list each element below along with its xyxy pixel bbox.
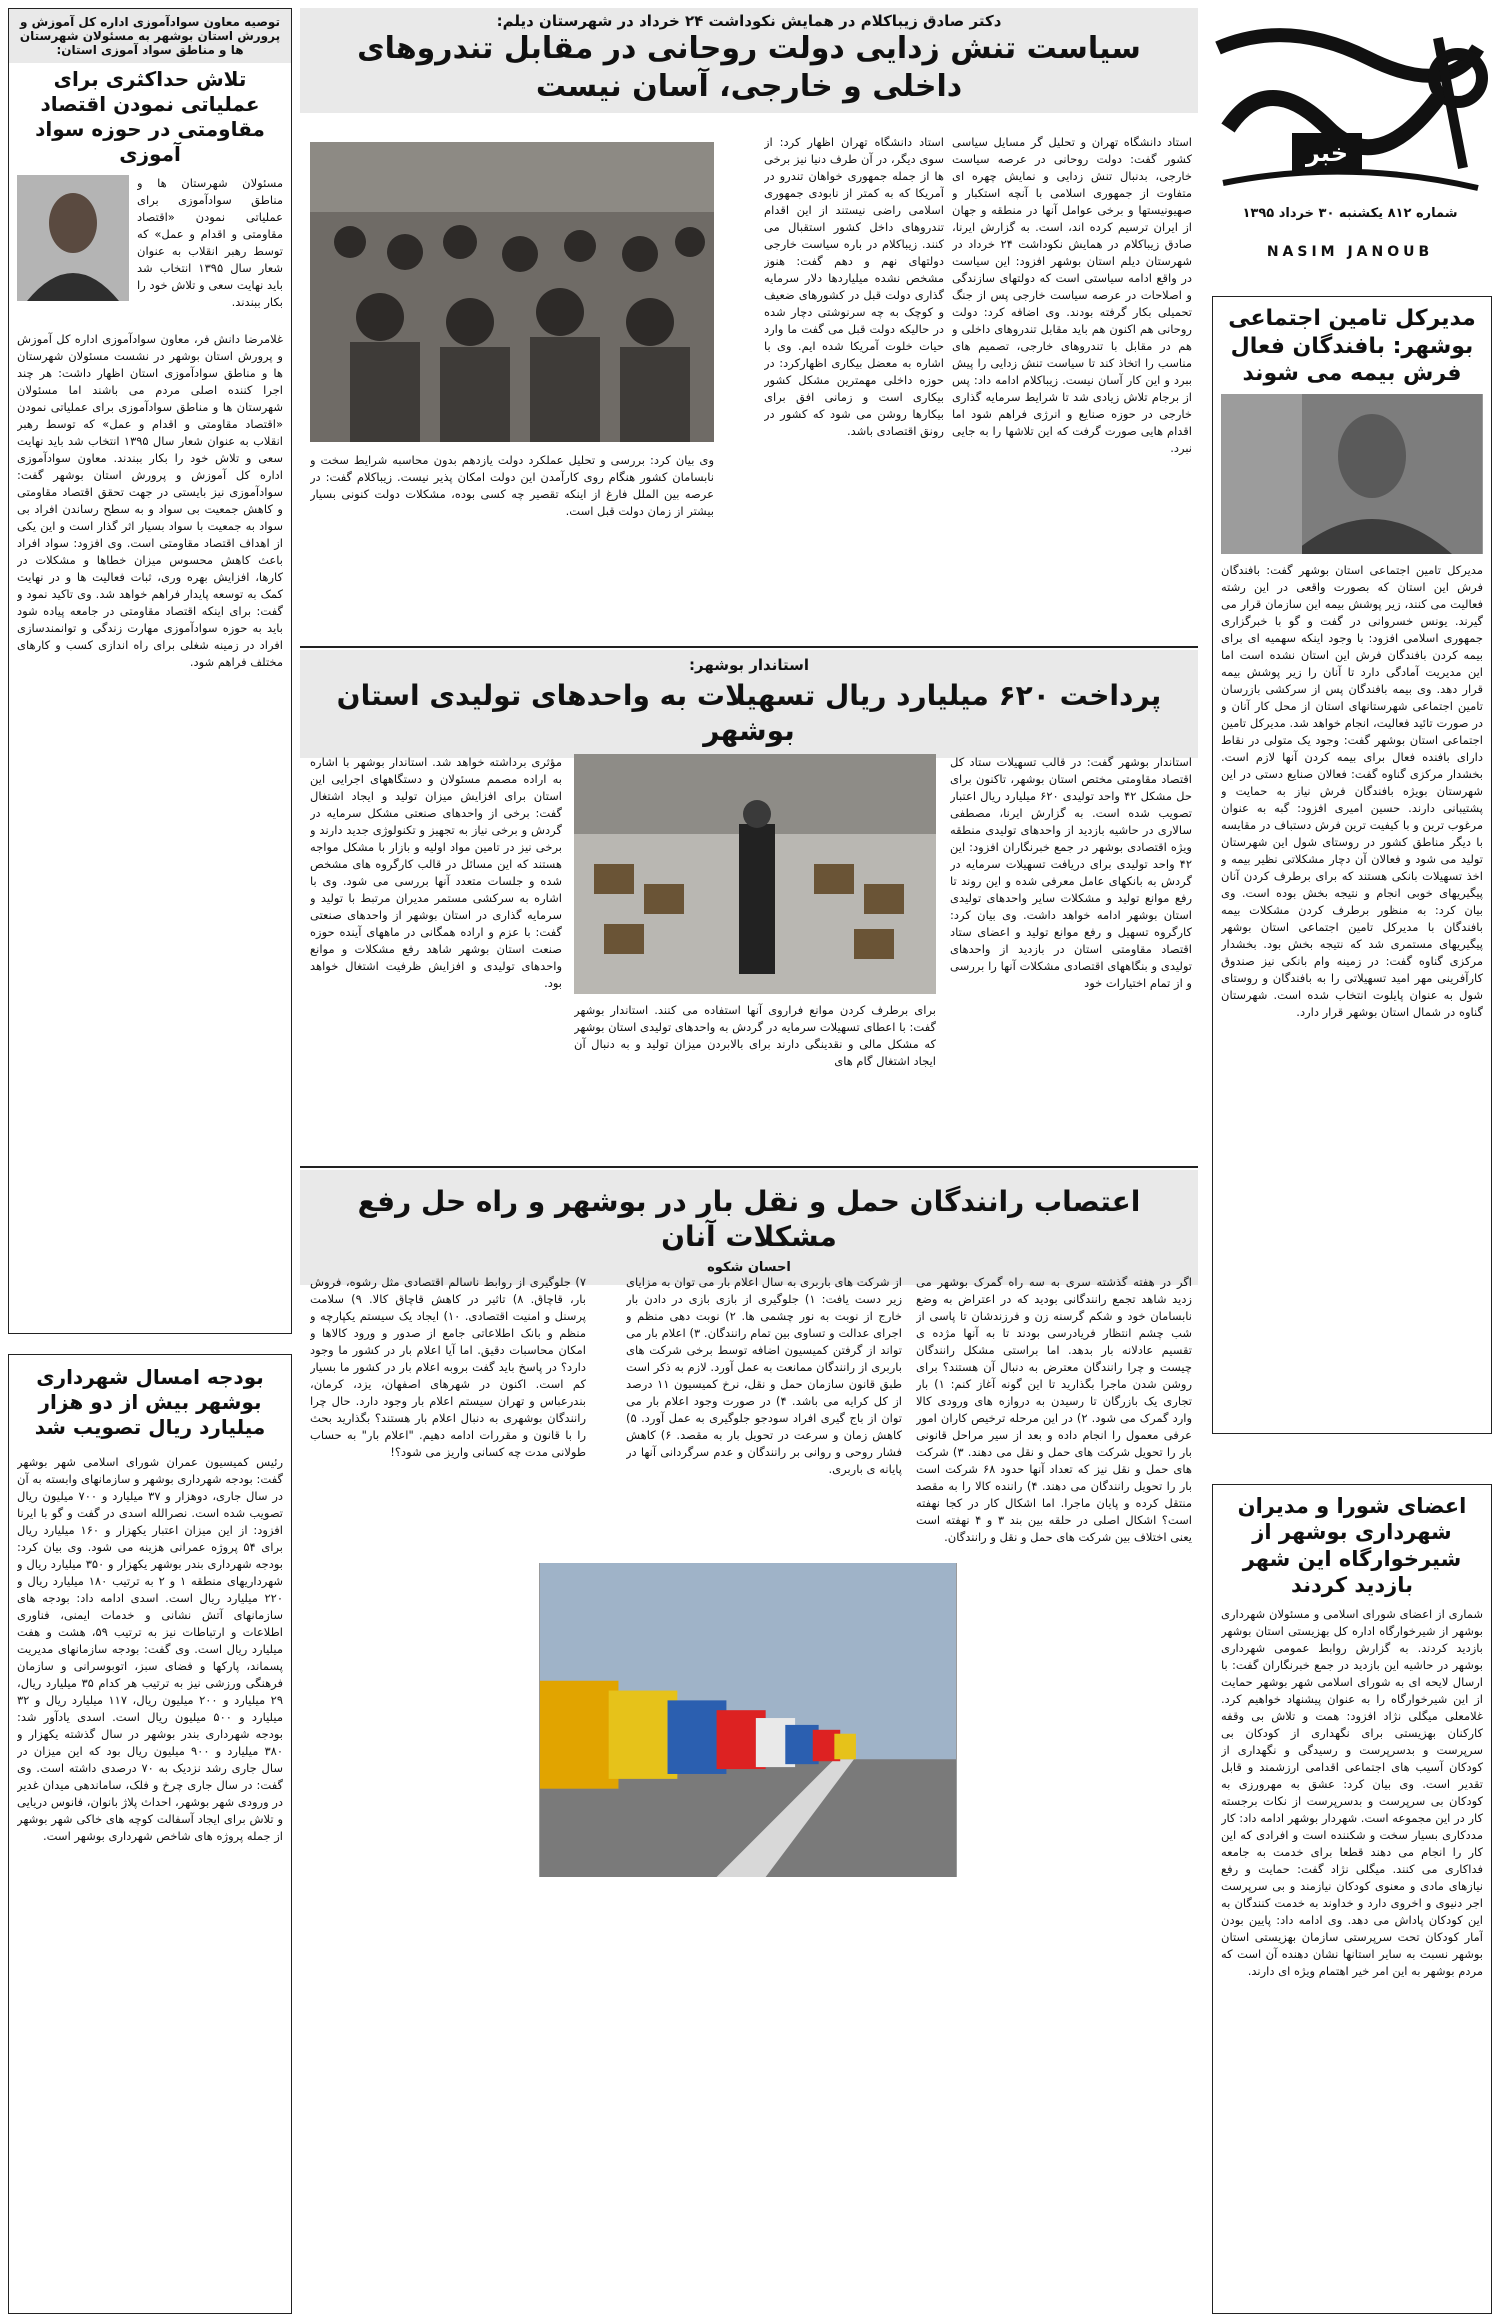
logo-calligraphy-icon	[1208, 8, 1492, 228]
column-3: ۷) جلوگیری از روابط ناسالم اقتصادی مثل رشوه، فروش بار، قاچاق. ۸) تاثیر در کاهش قاچاق کالا. ۹) سلامت پرسنل و امنیت اقتصادی. ۱۰) ایجاد یک سیستم یکپارچه و منظم و بانک اطلاعاتی جامع از صدور و ورود کالاها و امکان محاسبات دقیق. اما آیا اعلام بار در کشور ما وجود دارد؟ در پاسخ باید گفت بروبه اعلام بار در کشور ما بسیار کم است. اکنون در شهرهای اصفهان، یزد، کرمان، بندرعباس و تهران سیستم اعلام بار وجود دارد. حال چرا رانندگان بوشهری به دنبال اعلام بار هستند؟ بگذارید بحث را با قانون و مقررات ادامه دهیم. "اعلام بار" به حساب طولانی مدت چه کسانی واریز می شود؟!	[310, 1275, 586, 1459]
article-intro: مسئولان شهرستان ها و مناطق سوادآموزی برای عملیاتی نمودن «اقتصاد مقاومتی و اقدام و عمل» که توسط رهبر انقلاب به عنوان شعار سال ۱۳۹۵ انتخاب شد باید نهایت سعی و تلاش خود را بکار ببندند.	[137, 176, 283, 309]
latin-name: NASIM JANOUB	[1266, 244, 1434, 260]
headline: مدیرکل تامین اجتماعی بوشهر: بافندگان فعال فرش بیمه می شوند	[1228, 306, 1476, 386]
article-facilities	[300, 650, 1198, 1166]
column-under-photo: وی بیان کرد: بررسی و تحلیل عملکرد دولت یازدهم بدون محاسبه شرایط سخت و نابسامان کشور هنگام روی کارآمدن این دولت امکان پذیر نیست. زیباکلام گفت: در عرصه بین الملل فارغ از اینکه تقصیر چه کسی بوده، مشکلات دولت کنونی بسیار بیشتر از زمان دولت قبل است.	[310, 453, 714, 518]
section-divider	[300, 1166, 1198, 1168]
trucks-photo	[536, 1560, 960, 1880]
portrait-image-icon	[17, 175, 129, 301]
masthead-logo-text	[1208, 8, 1209, 9]
headline: تلاش حداکثری برای عملیاتی نمودن اقتصاد مقاومتی در حوزه سواد آموزی	[35, 67, 265, 166]
kicker: توصیه معاون سوادآموزی اداره کل آموزش و پرورش استان بوشهر به مسئولان شهرستان ها و مناطق سواد آموزی استان:	[9, 9, 291, 63]
headline: پرداخت ۶۲۰ میلیارد ریال تسهیلات به واحدهای تولیدی استان بوشهر	[300, 674, 1198, 758]
headline: سیاست تنش زدایی دولت روحانی در مقابل تندروهای داخلی و خارجی، آسان نیست	[300, 30, 1198, 113]
deputy-portrait-photo	[17, 175, 129, 301]
column-right: استاندار بوشهر گفت: در قالب تسهیلات ستاد کل اقتصاد مقاومتی مختص استان بوشهر، تاکنون برای حل مشکل ۴۲ واحد تولیدی ۶۲۰ میلیارد ریال اعتبار تصویب شده است. به گزارش ایرنا، مصطفی سالاری در حاشیه بازدید از واحدهای تولیدی منطقه ویژه اقتصادی بوشهر در جمع خبرنگاران افزود: این ۴۲ واحد تولیدی برای دریافت تسهیلات سرمایه در گردش به بانکهای عامل معرفی شده و این روند تا رفع موانع تولید و مشکلات سایر واحدهای تولیدی استان بوشهر ادامه خواهد داشت. وی بیان کرد: کارگروه تسهیل و رفع موانع تولید و اعضای ستاد اقتصاد مقاومتی استان در بازدید از واحدهای تولیدی و بنگاههای اقتصادی مشکلات آنها را بررسی و از تمام اختیارات خود	[950, 755, 1192, 990]
article-council	[1212, 1484, 1492, 2314]
article-budget	[8, 1354, 292, 2314]
masthead-badge: خبر	[1292, 133, 1362, 173]
column-right: استاد دانشگاه تهران و تحلیل گر مسایل سیاسی کشور گفت: دولت روحانی در عرصه سیاست خارجی، بدنبال تنش زدایی و نمایش چهره ای متفاوت از جمهوری اسلامی با آنچه استکبار و صهیونیستها و برخی عوامل آنها در منطقه و جهان از ایران ترسیم کرده اند، است. به گزارش ایرنا، صادق زیباکلام در همایش نکوداشت ۲۴ خرداد در شهرستان دیلم استان بوشهر افزود: این سیاست در واقع ادامه سیاستی است که دولتهای سازندگی و اصلاحات در عرصه سیاست خارجی پس از جنگ تحمیلی بکار گرفته بودند. وی اضافه کرد: دولت روحانی هم اکنون هم باید مقابل تندروهای داخلی و هم در مقابل با تندروهای خارجی، تصمیم های مناسب را اتخاذ کند تا سیاست تنش زدایی را پیش ببرد و این کار آسان نیست. زیباکلام ادامه داد: پس از برجام تلاش زیادی شد تا شرایط سرمایه گذاری خارجی در حوزه صنایع و انرژی فراهم شود اما اقدام هایی صورت گرفت که این تلاشها را به جایی نبرد.	[952, 135, 1192, 455]
trucks-image-icon	[539, 1563, 957, 1877]
factory-image-icon	[574, 754, 936, 994]
factory-visit-photo	[574, 754, 936, 994]
kicker: دکتر صادق زیباکلام در همایش نکوداشت ۲۴ خرداد در شهرستان دیلم:	[300, 8, 1198, 30]
column-2: از شرکت های باربری به سال اعلام بار می توان به مزایای زیر دست یافت: ۱) جلوگیری از بازی بازی در دادن بار خارج از نوبت به نور چشمی ها. ۲) نوبت دهی منظم و اجرای عدالت و تساوی بین تمام رانندگان. ۳) اعلام بار می تواند از گرفتن کمیسیون اضافه توسط برخی شرکت های باربری از رانندگان ممانعت به عمل آورد. لازم به ذکر است طبق قانون سازمان حمل و نقل، نرخ کمیسیون ۱۱ درصد از کل کرایه می باشد. ۴) در صورت وجود اعلام بار می توان از باج گیری افراد سودجو جلوگیری به عمل آورد. ۵) کاهش زمان و سرعت در تحویل بار به مقصد. ۶) کاهش فشار روحی و روانی بر رانندگان و عدم سرگردانی آنها در پایانه ی باربری.	[626, 1275, 902, 1476]
headline: اعتصاب رانندگان حمل و نقل بار در بوشهر و راه حل رفع مشکلات آنان	[300, 1170, 1198, 1260]
masthead-logo	[1208, 8, 1492, 228]
article-body: شماری از اعضای شورای اسلامی و مسئولان شهرداری بوشهر از شیرخوارگاه اداره کل بهزیستی استان بوشهر بازدید کردند. به گزارش روابط عمومی شهرداری بوشهر در حاشیه این بازدید در جمع خبرنگاران گفت: با ارسال لایحه ای به شورای اسلامی شهر بوشهر حمایت از این شیرخوارگاه را به عنوان پیشنهاد خواهیم کرد. غلامعلی میگلی نژاد افزود: همت و تلاش بی وقفه کارکنان بهزیستی برای نگهداری از کودکان بی سرپرست و بدسرپرست و رسیدگی و نگهداری از کودکان آسیب های اجتماعی اقدامی ارزشمند و قابل تقدیر است. وی بیان کرد: عشق به مهرورزی به کودکان بی سرپرست و بدسرپرست از نکات برجسته کار در این مجموعه است. شهردار بوشهر ادامه داد: کار مددکاری بسیار سخت و شکننده است و افرادی که این کار را انجام می دهند قطعا برای خدمت به جامعه فداکاری می کنند. میگلی نژاد گفت: حمایت و رفع نیازهای مادی و معنوی کودکان نیازمند و بی سرپرست اجر دنیوی و اخروی دارد و خداوند به خدمت کنندگان به این کودکان پاداش می دهد. وی ادامه داد: پایین بودن آمار کودکان تحت سرپرستی سازمان بهزیستی استان بوشهر نسبت به سایر استانها نشان دهنده آن است که مردم بوشهر به این امر خیر اهتمام ویژه ای دارند.	[1221, 1607, 1483, 1978]
byline: احسان شکوه	[300, 1260, 1198, 1285]
article-body: غلامرضا دانش فر، معاون سوادآموزی اداره کل آموزش و پرورش استان بوشهر در نشست مسئولان شهرستان ها و مناطق سوادآموزی استان اظهار داشت: هر چند اجرا کننده اصلی مردم می باشند اما مسئولان شهرستان ها و مناطق سوادآموزی برای عملیاتی نمودن «اقتصاد مقاومتی و اقدام و عمل» که توسط رهبر انقلاب به عنوان شعار سال ۱۳۹۵ انتخاب شد باید نهایت سعی و تلاش خود را بکار ببندند. معاون سوادآموزی اداره کل آموزش و پرورش استان بوشهر گفت: سوادآموزی نیز بایستی در جهت تحقق اقتصاد مقاومتی و کاهش جمعیت بی سواد و به سطح رساندن افراد بی سواد به جمعیت با سواد بسیار اثر گذار است و این یکی از اهداف اقتصاد مقاومتی است. وی افزود: سواد افراد باعث کاهش محسوس میزان خطاها و مشکلات در کارها، افزایش بهره وری، ثبات فعالیت ها و در نهایت کمک به توسعه پایدار فراهم خواهد شد. وی تاکید نمود و گفت: برای اینکه اقتصاد مقاومتی در جامعه پیاده شود باید به حوزه سوادآموزی مهارت زندگی و توانمندسازی افراد در زمینه شغلی برای راه اندازی کسب و کارهای مختلف فراهم شود.	[17, 332, 283, 669]
article-education	[8, 8, 292, 1334]
article-body: رئیس کمیسیون عمران شورای اسلامی شهر بوشهر گفت: بودجه شهرداری بوشهر و سازمانهای وابسته به آن در سال جاری، دوهزار و ۳۷ میلیارد و ۷۰۰ میلیون ریال تصویب شده است. نصرالله اسدی در گفت و گو با ایرنا افزود: از این میزان اعتبار یکهزار و ۱۶۰ میلیارد ریال برای ۵۴ پروژه عمرانی هزینه می شود. وی بیان کرد: بودجه شهرداری بندر بوشهر یکهزار و ۳۵۰ میلیارد ریال و شهرداریهای منطقه ۱ و ۲ به ترتیب ۱۸۰ میلیارد ریال و ۲۲۰ میلیارد ریال است. اسدی ادامه داد: بودجه های سازمانهای آتش نشانی و خدمات ایمنی، فناوری اطلاعات و ارتباطات نیز به ترتیب ۵۹، هشت و هفت میلیارد ریال است. وی گفت: بودجه سازمانهای مدیریت پسماند، پارکها و فضای سبز، اتوبوسرانی و سازمان فرهنگی ورزشی نیز به ترتیب هر کدام ۳۵ میلیارد ریال، ۲۹ میلیارد و ۲۰۰ میلیون ریال، ۱۱۷ میلیارد ریال و ۳۲ میلیارد و ۵۰۰ میلیون ریال است. اسدی یادآور شد: بودجه شهرداری بندر بوشهر در سال گذشته یکهزار و ۳۸۰ میلیارد و ۹۰۰ میلیون ریال بود که این میزان در سال جاری رشد نزدیک به ۷۰ درصدی داشته است. وی گفت: در سال جاری چرخ و فلک، ساماندهی میدان غدیر در ورودی شهر بوشهر، احداث پلاژ بانوان، فانوس دریایی و تلاش برای ایجاد آسفالت کوچه های خاکی شهر بوشهر از جمله پروژه های شاخص شهرداری بوشهر است.	[17, 1455, 283, 1843]
masthead	[1208, 8, 1492, 268]
article-body: مدیرکل تامین اجتماعی استان بوشهر گفت: بافندگان فرش این استان که بصورت واقعی در این رشته فعالیت می کنند، زیر پوشش بیمه این سازمان قرار می گیرند. یونس خسروانی در گفت و گو با خبرگزاری جمهوری اسلامی افزود: با وجود اینکه سهمیه ای برای بیمه کردن بافندگان فرش این استان نشده است اما این مدیریت آمادگی دارد تا آنان را زیر پوشش بیمه قرار دهد. وی بیمه بافندگان پس از سرکشی بازرسان تامین اجتماعی شهرستانهای استان از محل کار آنان و در صورت تائید فعالیت، انجام خواهد شد. مدیرکل تامین اجتماعی استان بوشهر گفت: وجود یک متولی در نقاط دارای بافنده فعال برای بیمه کردن آنها لازم است. بخشدار مرکزی گناوه گفت: فعالان صنایع دستی در این شهرستان بویژه بافندگان فرش نیاز به حمایت و پشتیبانی دارند. حسین امیری افزود: گبه به عنوان مرغوب ترین و با کیفیت ترین فرش دستباف در مقایسه با دیگر مناطق کشور در روستای شول این شهرستان تولید می شود و فعالان آن دچار مشکلاتی نظیر بیمه و اخذ تسهیلات بانکی هستند که برای برطرف کردن آنان پیگیریهای خوبی انجام و نتیجه بخش بوده است. وی بیان کرد: به منظور برطرف کردن مشکلات بیمه بافندگان با مدیرکل تامین اجتماعی استان بوشهر پیگیریهای مستمری شد که نتیجه بخش بود. بخشدار مرکزی گناوه گفت: در زمینه وام بانکی نیز صندوق کارآفرینی مهر امید تسهیلاتی را به بافندگان و روستای شول به عنوان پایلوت انتخاب شده است. شهرستان گناوه در شمال استان بوشهر قرار دارد.	[1221, 562, 1483, 1019]
issue-line: شماره ۸۱۲ یکشنبه ۳۰ خرداد ۱۳۹۵	[1242, 206, 1458, 221]
article-insurance	[1212, 296, 1492, 1434]
column-under-photo: برای برطرف کردن موانع فراروی آنها استفاده می کنند. استاندار بوشهر گفت: با اعطای تسهیلات سرمایه در گردش به واحدهای تولیدی استان بوشهر که مشکل مالی و نقدینگی دارند برای بالابردن میزان تولید و به دنبال آن ایجاد اشتغال گام های	[574, 1003, 936, 1068]
headline: بودجه امسال شهرداری بوشهر بیش از دو هزار میلیارد ریال تصویب شد	[34, 1365, 266, 1439]
column-left: مؤثری برداشته خواهد شد. استاندار بوشهر با اشاره به اراده مصمم مسئولان و دستگاههای اجرایی این استان برای افزایش میزان تولید و ایجاد اشتغال گفت: برخی از واحدهای صنعتی مشکل سرمایه در گردش و برخی نیاز به تجهیز و تکنولوژی جدید دارند و برخی نیز در تامین مواد اولیه و بازار با مشکل مواجه هستند که این مسائل در قالب کارگروه های مشخص شده و جلسات متعدد آنها بررسی می شود. وی با اشاره به سرکشی مستمر مدیران مرتبط با تولید و سرمایه گذاری در استان بوشهر از واحدهای صنعتی گفت: با عزم و اراده همگانی در ماههای آینده حوزه صنعت استان بوشهر شاهد رفع مشکلات و موانع واحدهای تولیدی و افزایش ظرفیت اشتغال خواهد بود.	[310, 755, 562, 990]
official-portrait-photo	[1221, 394, 1483, 554]
headline: اعضای شورا و مدیران شهرداری بوشهر از شیرخوارگاه این شهر بازدید کردند	[1237, 1494, 1467, 1597]
portrait-image-icon	[1221, 394, 1483, 554]
conference-audience-photo	[310, 142, 714, 442]
article-main	[300, 8, 1198, 648]
section-divider	[300, 646, 1198, 648]
column-1: اگر در هفته گذشته سری به سه راه گمرک بوشهر می زدید شاهد تجمع رانندگانی بودید که در اعتراض به وضع نابسامان خود و شکم گرسنه زن و فرزندشان تا پاسی از شب چشم انتظار فریادرسی بودند تا به آنها مژده ی تقسیم عادلانه بار بدهد. اما براستی مشکل رانندگان چیست و چرا رانندگان معترض به دنبال آن هستند؟ برای روشن شدن ماجرا بگذارید تا این گونه آغاز کنم: ۱) بار تجاری یک بازرگان تا رسیدن به دروازه های ورودی کالا وارد گمرک می شود. ۲) در این مرحله ترخیص کاران امور عرفی معمول را انجام داده و بعد از سیر مراحل قانونی بار را تحویل شرکت های حمل و نقل می دهند. ۳) شرکت های حمل و نقل نیز که تعداد آنها حدود ۶۸ شرکت است بار را تحویل رانندگان می دهند. ۴) راننده کالا را به مقصد منتقل کرده و پایان ماجرا. اما اشکال کار در کجا نهفته است؟ اشکال اصلی در حلقه بین بند ۳ و ۴ نهفته است یعنی اختلاف بین شرکت های حمل و نقل و رانندگان.	[916, 1275, 1192, 1544]
column-left: استاد دانشگاه تهران اظهار کرد: از سوی دیگر، در آن طرف دنیا نیز برخی ها از جمله جمهوری خواهان تندرو در آمریکا که به کمتر از نابودی جمهوری اسلامی راضی نیستند از این اقدام تندروهای داخل کشور استقبال می کنند. زیباکلام در باره سیاست خارجی دولتهای نهم و دهم گفت: هنوز مشخص نشده میلیاردها دلار سرمایه گذاری دولت قبل در کشورهای ضعیف و کوچک به چه سرنوشتی دچار شده در حالیکه دولت قبل می گفت ما وارد حیات خلوت آمریکا شده ایم. وی با اشاره به معضل بیکاری اظهارکرد: در حوزه داخلی مهمترین مشکل کشور بیکاری است و زمانی افق برای بیکارها روشن می شود که کشور در رونق اقتصادی باشد.	[764, 135, 944, 438]
kicker: استاندار بوشهر:	[300, 650, 1198, 674]
audience-image-icon	[310, 142, 714, 442]
article-strike	[300, 1170, 1198, 2314]
